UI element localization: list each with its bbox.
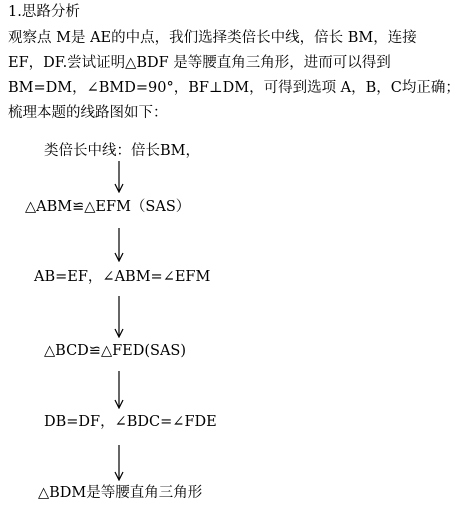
paragraph-line-1: 观察点 M是 AE的中点，我们选择类倍长中线，倍长 BM，连接 (8, 30, 417, 46)
down-arrow-icon (114, 371, 124, 409)
flow-step-2: △ABM≌△EFM（SAS） (25, 199, 191, 215)
down-arrow-icon (114, 161, 124, 193)
flow-step-4: △BCD≌△FED(SAS) (44, 343, 187, 359)
paragraph-line-4: 梳理本题的线路图如下： (8, 105, 168, 121)
flow-step-6: △BDM是等腰直角三角形 (38, 485, 203, 501)
paragraph-line-3: BM=DM，∠BMD=90°，BF⊥DM，可得到选项 A，B，C均正确； (8, 80, 460, 96)
down-arrow-icon (114, 228, 124, 262)
flow-step-3: AB=EF，∠ABM=∠EFM (34, 269, 211, 285)
flow-step-5: DB=DF，∠BDC=∠FDE (44, 414, 217, 430)
paragraph-line-2: EF，DF.尝试证明△BDF 是等腰直角三角形，进而可以得到 (8, 55, 391, 71)
down-arrow-icon (114, 296, 124, 338)
flow-step-1: 类倍长中线：倍长BM， (44, 143, 201, 159)
section-heading: 1.思路分析 (8, 4, 80, 20)
down-arrow-icon (114, 445, 124, 481)
